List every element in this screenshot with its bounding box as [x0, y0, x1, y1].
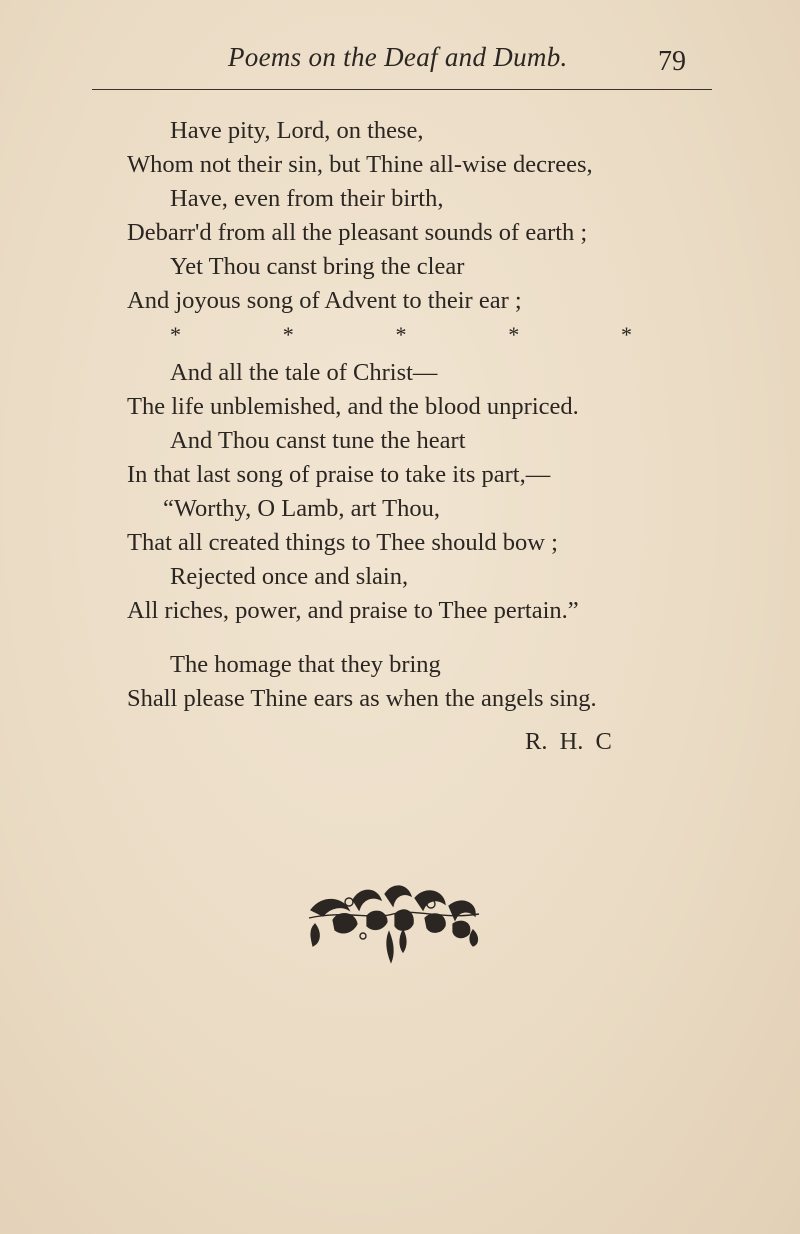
- poem-line: The homage that they bring: [170, 651, 441, 678]
- poem-line: The life unblemished, and the blood unpriced.: [127, 393, 579, 420]
- asterisk: *: [508, 322, 520, 347]
- poem-line: That all created things to Thee should bow ;: [127, 529, 558, 556]
- author-signature: R. H. C: [525, 728, 612, 755]
- poem-line: “Worthy, O Lamb, art Thou,: [163, 495, 440, 522]
- asterisk: *: [170, 322, 181, 347]
- asterisk: *: [395, 322, 407, 347]
- poem-line: Shall please Thine ears as when the angels sing.: [127, 685, 597, 712]
- running-head: [0, 42, 800, 82]
- page-number: 79: [658, 46, 686, 77]
- floral-vignette-icon: [303, 880, 483, 964]
- header-rule: [92, 89, 712, 90]
- poem-line: In that last song of praise to take its part,—: [127, 461, 551, 488]
- poem-line: Have, even from their birth,: [170, 185, 444, 212]
- poem-line: Rejected once and slain,: [170, 563, 409, 590]
- poem-line: And joyous song of Advent to their ear ;: [127, 287, 522, 314]
- asterisk: *: [621, 322, 632, 347]
- poem-line: Yet Thou canst bring the clear: [170, 253, 465, 280]
- poem-line: All riches, power, and praise to Thee pertain.”: [127, 597, 579, 624]
- poem-line: And Thou canst tune the heart: [170, 427, 466, 454]
- section-break-asterisks: [170, 322, 632, 348]
- asterisk: *: [282, 322, 294, 347]
- poem-line: Have pity, Lord, on these,: [170, 117, 424, 144]
- poem-line: Whom not their sin, but Thine all-wise decrees,: [127, 151, 593, 178]
- poem-line: Debarr'd from all the pleasant sounds of earth ;: [127, 219, 588, 246]
- poem-line: And all the tale of Christ—: [170, 359, 438, 386]
- running-title: Poems on the Deaf and Dumb.: [228, 42, 568, 72]
